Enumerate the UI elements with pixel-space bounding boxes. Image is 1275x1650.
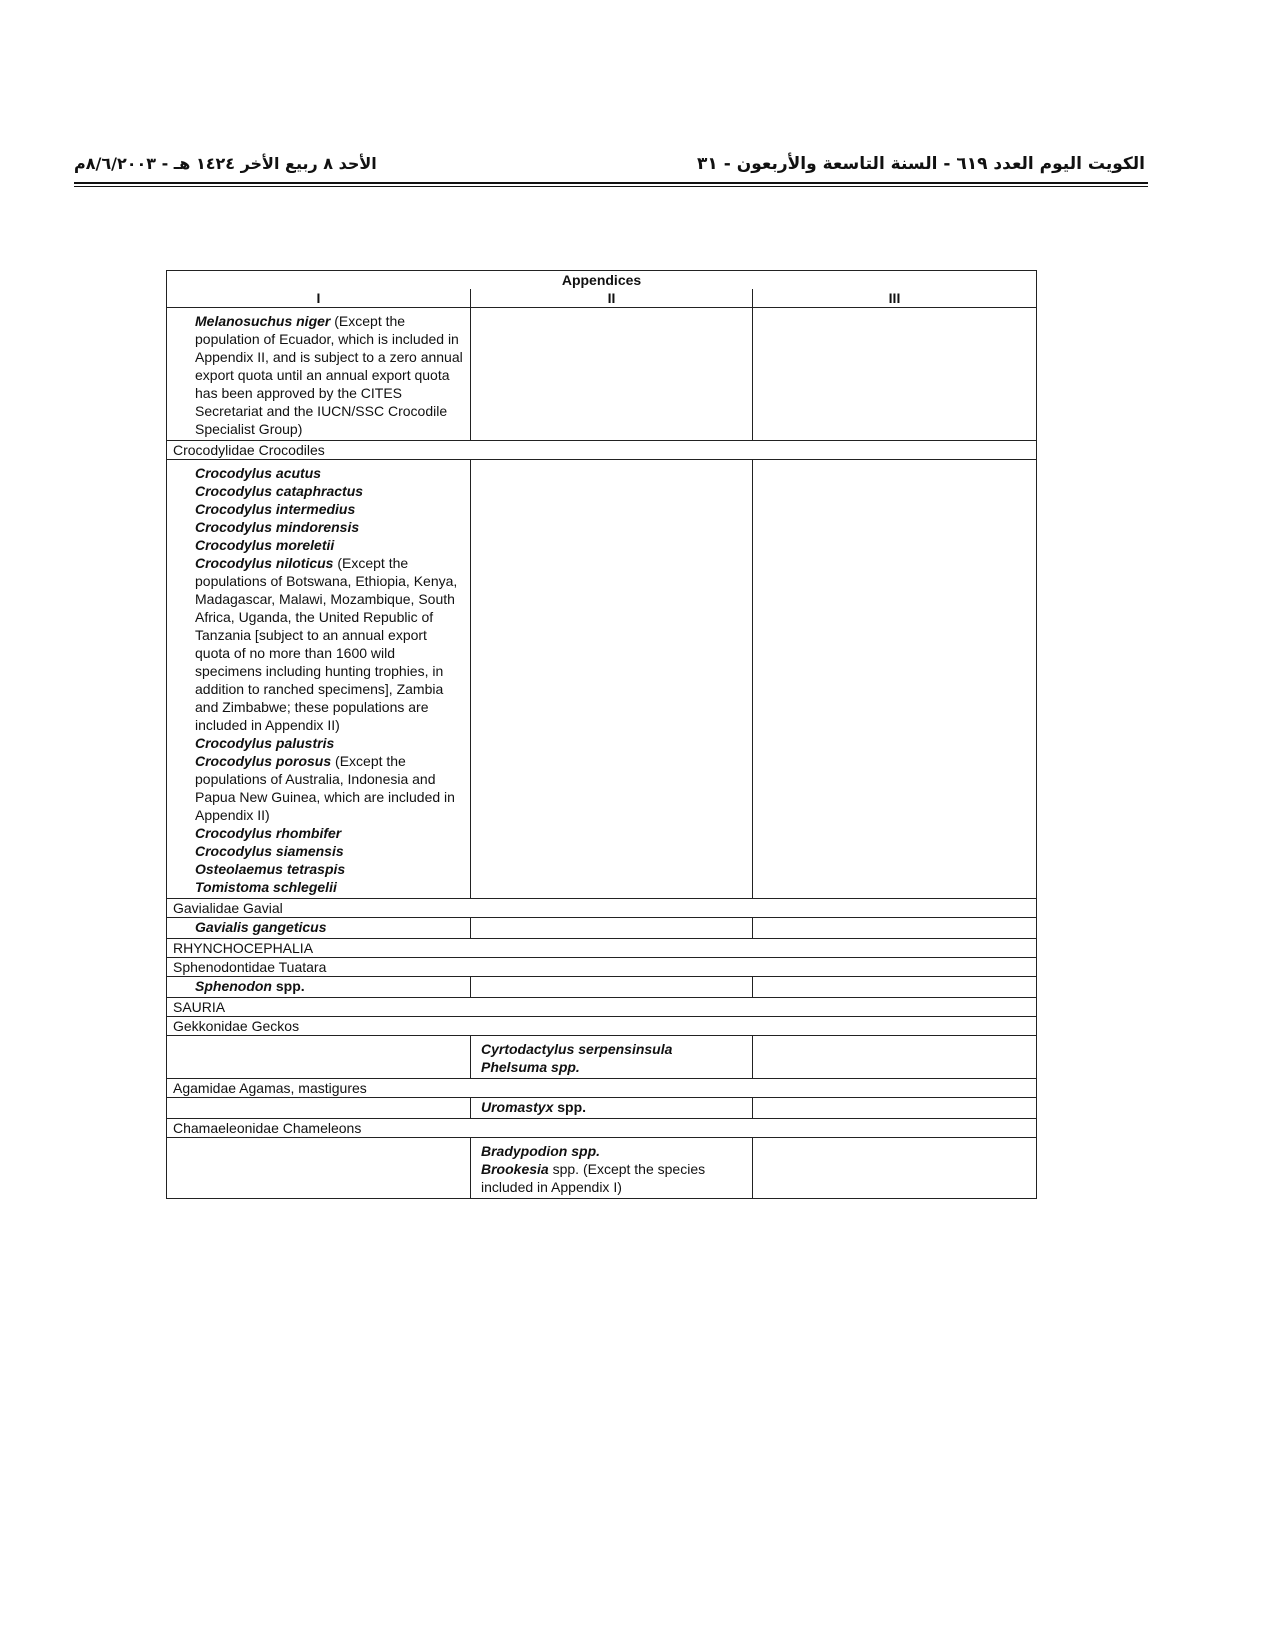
appendices-table [166, 270, 1037, 1199]
empty-cell [167, 1036, 471, 1079]
list-item: Tomistoma schlegelii [195, 879, 337, 895]
empty-cell [471, 460, 753, 899]
crocodylidae-species-cell [167, 460, 471, 899]
table-title: Appendices [167, 271, 1037, 290]
empty-cell [753, 977, 1037, 998]
list-item: Phelsuma spp. [481, 1059, 580, 1075]
list-item: Osteolaemus tetraspis [195, 861, 346, 877]
uromastyx-cell: Uromastyx spp. [471, 1098, 753, 1119]
empty-cell [167, 1098, 471, 1119]
list-item: Crocodylus acutus [195, 465, 322, 481]
list-item: Crocodylus siamensis [195, 843, 344, 859]
list-item: Crocodylus intermedius [195, 501, 356, 517]
header-rule [74, 182, 1148, 187]
list-item: Crocodylus palustris [195, 735, 335, 751]
list-item: Crocodylus cataphractus [195, 483, 364, 499]
list-item: Crocodylus moreletii [195, 537, 335, 553]
col-header-i: I [167, 289, 471, 308]
empty-cell [753, 1036, 1037, 1079]
empty-cell [753, 918, 1037, 939]
header-date: الأحد ٨ ربيع الأخر ١٤٢٤ هـ - ٨/٦/٢٠٠٣م [74, 154, 377, 173]
header-issue-info: الكويت اليوم العدد ٦١٩ - السنة التاسعة والأربعون - ٣١ [697, 154, 1145, 174]
list-item: Brookesia spp. (Except the species included in Appendix I) [481, 1161, 706, 1195]
list-item: Crocodylus mindorensis [195, 519, 360, 535]
species-note: (Except the population of Ecuador, which is included in Appendix II, and is subject to a zero annual export quota until an annual export quota has been approved by the CITES Secretariat and the IUCN/SSC Crocodile Specialist Group) [195, 313, 463, 437]
family-gavialidae: Gavialidae Gavial [167, 899, 1037, 918]
col-header-iii: III [753, 289, 1037, 308]
empty-cell [471, 918, 753, 939]
melanosuchus-cell [167, 308, 471, 441]
species-name: Melanosuchus niger [195, 313, 331, 329]
family-agamidae: Agamidae Agamas, mastigures [167, 1079, 1037, 1098]
list-item: Crocodylus rhombifer [195, 825, 342, 841]
family-gekkonidae: Gekkonidae Geckos [167, 1017, 1037, 1036]
list-item: Crocodylus porosus (Except the populations of Australia, Indonesia and Papua New Guinea, which are included in Appendix II) [195, 753, 455, 823]
list-item: Cyrtodactylus serpensinsula [481, 1041, 673, 1057]
family-sphenodontidae: Sphenodontidae Tuatara [167, 958, 1037, 977]
empty-cell [471, 308, 753, 441]
col-header-ii: II [471, 289, 753, 308]
order-sauria: SAURIA [167, 998, 1037, 1017]
family-chamaeleonidae: Chamaeleonidae Chameleons [167, 1119, 1037, 1138]
list-item: Bradypodion spp. [481, 1143, 601, 1159]
empty-cell [753, 1098, 1037, 1119]
empty-cell [471, 977, 753, 998]
list-item: Crocodylus niloticus (Except the populations of Botswana, Ethiopia, Kenya, Madagascar, Malawi, Mozambique, South Africa, Uganda, the United Republic of Tanzania [subject to an annual export quota of no more than 1600 wild specimens including hunting trophies, in addition to ranched specimens], Zambia and Zimbabwe; these populations are included in Appendix II) [195, 555, 458, 733]
gekkonidae-species-cell [471, 1036, 753, 1079]
family-crocodylidae: Crocodylidae Crocodiles [167, 441, 1037, 460]
sphenodon-cell: Sphenodon spp. [167, 977, 471, 998]
chamaeleonidae-species-cell [471, 1138, 753, 1199]
empty-cell [753, 1138, 1037, 1199]
gavialis-cell [167, 918, 471, 939]
empty-cell [167, 1138, 471, 1199]
empty-cell [753, 460, 1037, 899]
empty-cell [753, 308, 1037, 441]
species-name: Gavialis gangeticus [195, 919, 327, 935]
order-rhynchocephalia: RHYNCHOCEPHALIA [167, 939, 1037, 958]
